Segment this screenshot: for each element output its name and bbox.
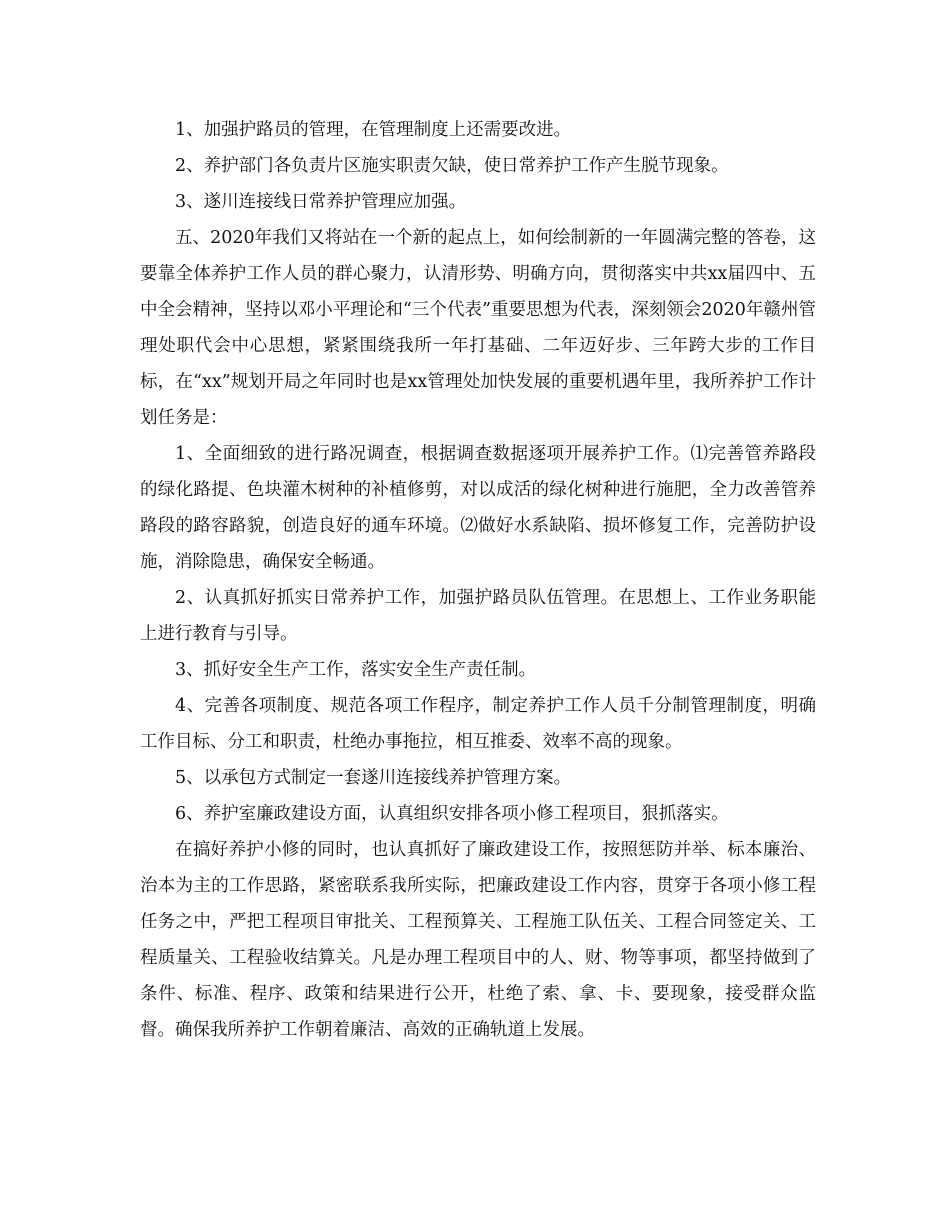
paragraph-item-3: 3、遂川连接线日常养护管理应加强。 bbox=[175, 192, 467, 212]
paragraph-task-3: 3、抓好安全生产工作，落实安全生产责任制。 bbox=[175, 660, 537, 680]
paragraph-task-4: 4、完善各项制度、规范各项工作程序，制定养护工作人员千分制管理制度，明确工作目标、分工和职责，杜绝办事拖拉，相互推委、效率不高的现象。 bbox=[140, 696, 816, 752]
paragraph-section-five: 五、2020年我们又将站在一个新的起点上，如何绘制新的一年圆满完整的答卷，这要靠全体养护工作人员的群心聚力，认清形势、明确方向，贯彻落实中共xx届四中、五中全会精神，坚持以邓小平理论和“三个代表”重要思想为代表，深刻领会2020年赣州管理处职代会中心思想，紧紧围绕我所一年打基础、二年迈好步、三年跨大步的工作目标，在“xx”规划开局之年同时也是xx管理处加快发展的重要机遇年里，我所养护工作计划任务是： bbox=[140, 228, 816, 428]
paragraph-task-1: 1、全面细致的进行路况调查，根据调查数据逐项开展养护工作。⑴完善管养路段的绿化路提、色块灌木树种的补植修剪，对以成活的绿化树种进行施肥，全力改善管养路段的路容路貌，创造良好的通车环境。⑵做好水系缺陷、损坏修复工作，完善防护设施，消除隐患，确保安全畅通。 bbox=[140, 444, 816, 572]
paragraph-integrity: 在搞好养护小修的同时，也认真抓好了廉政建设工作，按照惩防并举、标本廉治、治本为主的工作思路，紧密联系我所实际，把廉政建设工作内容，贯穿于各项小修工程任务之中，严把工程项目审批关、工程预算关、工程施工队伍关、工程合同签定关、工程质量关、工程验收结算关。凡是办理工程项目中的人、财、物等事项，都坚持做到了条件、标准、程序、政策和结果进行公开，杜绝了索、拿、卡、要现象，接受群众监督。确保我所养护工作朝着廉洁、高效的正确轨道上发展。 bbox=[140, 840, 816, 1040]
paragraph-task-6: 6、养护室廉政建设方面，认真组织安排各项小修工程项目，狠抓落实。 bbox=[175, 804, 729, 824]
paragraph-task-2: 2、认真抓好抓实日常养护工作，加强护路员队伍管理。在思想上、工作业务职能上进行教育与引导。 bbox=[140, 588, 816, 644]
document-body bbox=[140, 112, 816, 1048]
paragraph-item-1: 1、加强护路员的管理，在管理制度上还需要改进。 bbox=[175, 120, 572, 140]
paragraph-item-2: 2、养护部门各负责片区施实职责欠缺，使日常养护工作产生脱节现象。 bbox=[175, 156, 729, 176]
paragraph-task-5: 5、以承包方式制定一套遂川连接线养护管理方案。 bbox=[175, 768, 572, 788]
